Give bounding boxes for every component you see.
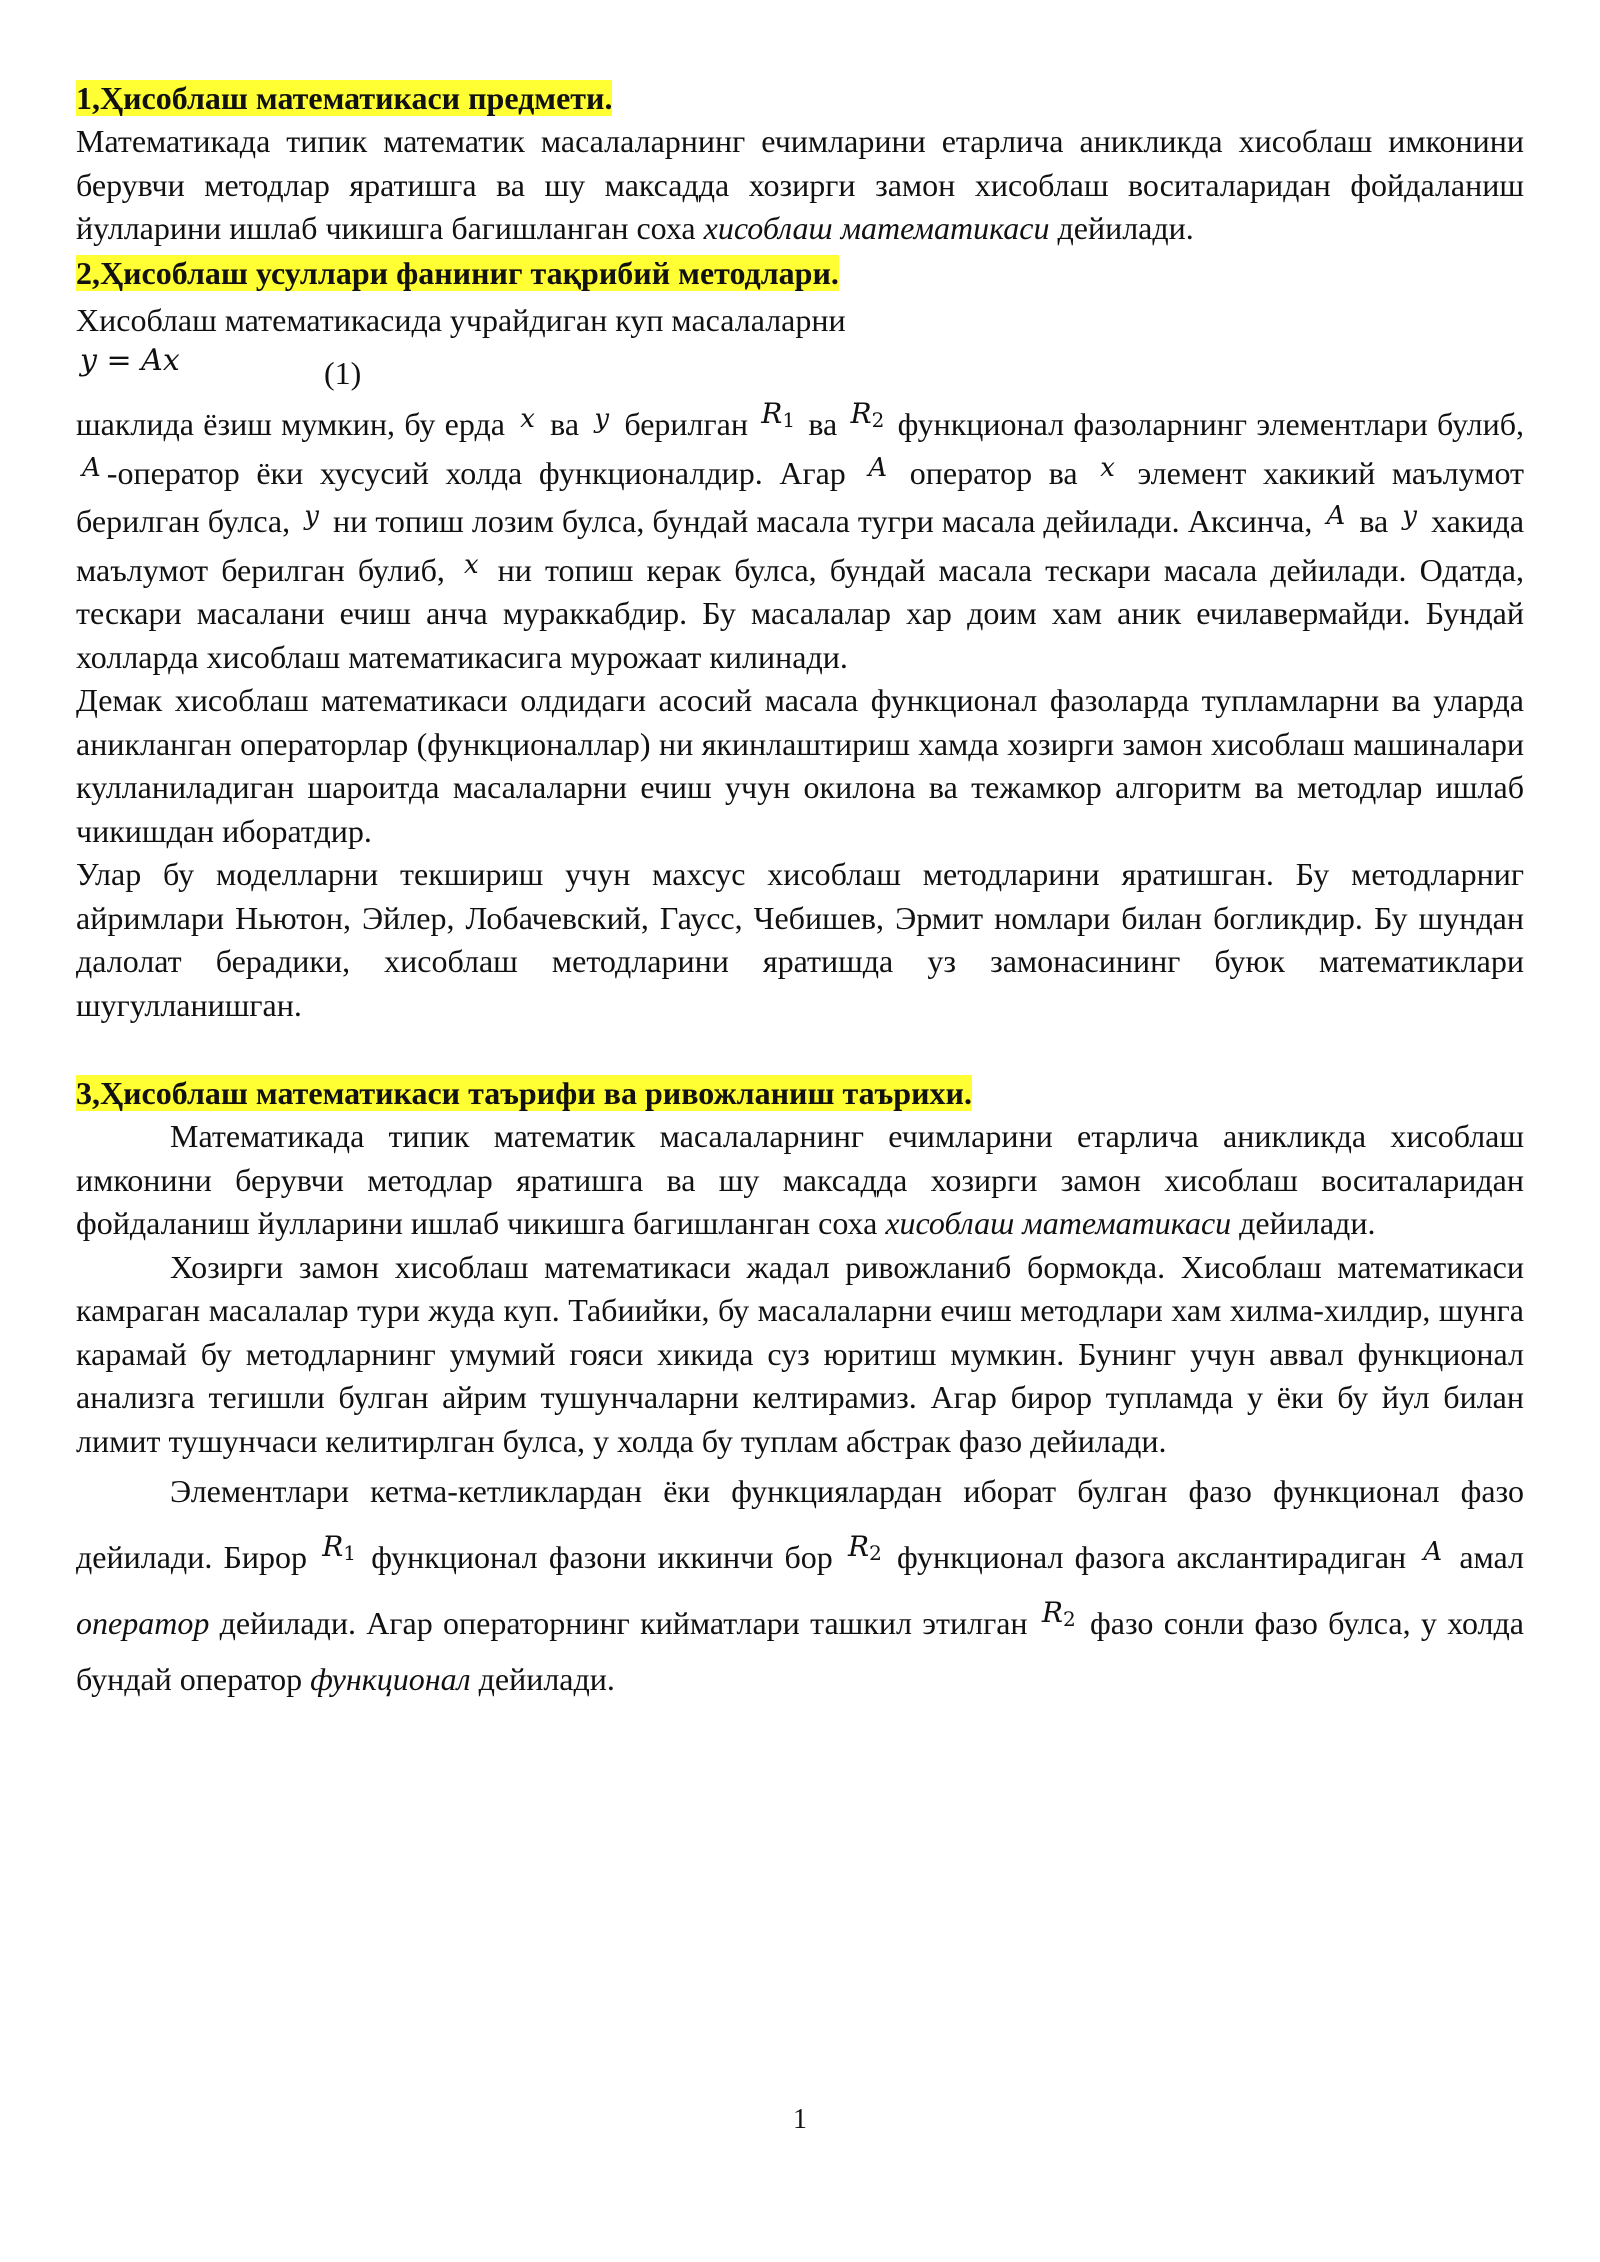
text-run: дейилади.: [470, 1661, 615, 1697]
formula: y = Ax: [80, 343, 180, 378]
section-gap: [76, 1027, 1524, 1071]
term-operator: оператор: [76, 1605, 210, 1641]
text-run: шаклида ёзиш мумкин, бу ерда: [76, 406, 515, 442]
math-r-letter: R: [1041, 1596, 1063, 1629]
section-1-heading: [76, 76, 1524, 120]
text-run: дейилади. Агар операторнинг кийматлари ташкил этилган: [209, 1605, 1038, 1641]
section-1-end: дейилади.: [1049, 210, 1194, 246]
math-y: y: [304, 501, 319, 531]
math-subscript: 1: [782, 408, 796, 432]
section-1-text: Математикада типик математик масалаларнинг ечимларини етарлича аникликда хисоблаш имконини берувчи методлар яратишга ва шу максадда хозирги замон хисоблаш воситаларидан фойдаланиш йулларини ишлаб чикишга багишланган соха: [76, 123, 1524, 246]
math-r-letter: R: [848, 1530, 870, 1563]
math-r2: [1038, 1596, 1080, 1629]
section-3-paragraph-definition: [76, 1115, 1524, 1246]
math-r-letter: R: [322, 1530, 344, 1563]
math-subscript: 2: [869, 1541, 882, 1565]
math-x: x: [520, 404, 535, 434]
math-r-letter: R: [761, 397, 783, 430]
page-number: 1: [793, 2104, 807, 2135]
math-subscript: 2: [1062, 1607, 1076, 1631]
text-run: ва: [540, 406, 589, 442]
math-x: x: [463, 549, 479, 580]
text-run: Математикада типик математик масалаларнинг ечимларини етарлича аникликда хисоблаш имконини берувчи методлар яратишга ва шу максадда хозирги замон хисоблаш воситаларидан фойдаланиш йулларини ишлаб чикишга багишланган соха: [76, 1118, 1524, 1241]
text-run: функционал фазога акслантирадиган: [885, 1539, 1418, 1575]
section-1-term: хисоблаш математикаси: [703, 210, 1050, 246]
formula-line: [76, 342, 1524, 392]
document-page: [76, 76, 1524, 1707]
section-3-paragraph-development: Хозирги замон хисоблаш математикаси жадал ривожланиб бормокда. Хисоблаш математикаси камраган масалалар тури жуда куп. Табиийки, бу масалаларни ечиш методлари хам хилма-хилдир, шунга карамай бу методларнинг умумий гояси хикида суз юритиш мумкин. Бунинг учун аввал функционал анализга тегишли булган айрим тушунчаларни келтирамиз. Агар бирор тупламда у ёки бу йул билан лимит тушунчаси келитирлган булса, у холда бу туплам абстрак фазо дейилади.: [76, 1248, 1524, 1459]
term-functional: функционал: [310, 1661, 471, 1697]
text-run: берилган: [615, 406, 758, 442]
section-2-heading: [76, 251, 1524, 295]
text-run: функционал фазоларнинг элементлари булиб,: [888, 406, 1525, 442]
section-3-heading: [76, 1071, 1524, 1115]
section-2-intro: Хисоблаш математикасида учрайдиган куп масалаларни: [76, 301, 846, 338]
section-2-paragraph-history: Улар бу моделларни текшириш учун махсус хисоблаш методларини яратишган. Бу методларниг айримлари Ньютон, Эйлер, Лобачевский, Гаусс, Чебишев, Эрмит номлари билан богликдир. Бу шундан далолат берадики, хисоблаш методларини яратишда уз замонасининг буюк математиклари шугулланишган.: [76, 856, 1524, 1023]
section-2-title: 2,Ҳисоблаш усуллари фаниниг тақрибий методлари.: [76, 254, 839, 291]
text-run: функционал фазони иккинчи бор: [360, 1539, 844, 1575]
text-run: ва: [799, 406, 847, 442]
math-r1: [757, 397, 799, 430]
formula-number: (1): [324, 355, 362, 391]
math-a: A: [868, 452, 888, 483]
math-y: y: [594, 404, 610, 434]
math-r1: [318, 1530, 360, 1563]
section-1-title: 1,Ҳисоблаш математикаси предмети.: [76, 80, 613, 116]
math-x: x: [1100, 452, 1115, 483]
text-run: ни топиш лозим булса, бундай масала тугри масала дейилади. Аксинча,: [324, 503, 1321, 539]
section-3-title: 3,Ҳисоблаш математикаси таърифи ва ривожланиш таърихи.: [76, 1075, 972, 1111]
math-r2: [847, 397, 889, 430]
math-subscript: 1: [343, 1541, 357, 1565]
math-a: A: [1423, 1537, 1443, 1567]
section-3-paragraph-operator: [76, 1463, 1524, 1707]
math-a: A: [1326, 501, 1346, 531]
math-y: y: [1402, 501, 1417, 531]
text-run: элемент хакикий маълумот берилган булса,: [76, 454, 1525, 539]
text-run: фазо сонли фазо булса, у холда бундай оператор: [76, 1605, 1525, 1697]
text-run: оператор ва: [893, 454, 1095, 491]
text-run: амал: [1448, 1539, 1525, 1575]
text-run: -оператор ёки хусусий холда функционалдир. Агар: [106, 454, 863, 491]
math-subscript: 2: [871, 408, 885, 432]
text-run: хакида маълумот берилган булиб,: [76, 503, 1525, 588]
text-run: дейилади.: [1231, 1205, 1376, 1241]
text-run: ва: [1351, 503, 1397, 539]
section-1-paragraph: [76, 120, 1524, 251]
section-2-paragraph-main: [76, 392, 1524, 679]
section-2-paragraph-tasks: Демак хисоблаш математикаси олдидаги асосий масала функционал фазоларда тупламларни ва уларда аникланган операторлар (функционаллар) ни якинлаштириш хамда хозирги замон хисоблаш машиналари кулланиладиган шароитда масалаларни ечиш учун окилона ва тежамкор алгоритм ва методлар ишлаб чикишдан иборатдир.: [76, 682, 1524, 849]
text-run: ни топиш керак булса, бундай масала тескари масала дейилади. Одатда, тескари масалани ечиш анча мураккабдир. Бу масалалар хар доим хам аник ечилавермайди. Бундай холларда хисоблаш математикасига мурожаат килинади.: [76, 551, 1525, 675]
text-run: Элементлари кетма-кетликлардан ёки функциялардан иборат булган фазо функционал фазо дейилади. Бирор: [76, 1473, 1524, 1575]
math-r2: [844, 1530, 886, 1563]
section-3-term: хисоблаш математикаси: [885, 1205, 1232, 1241]
math-a: A: [82, 452, 101, 483]
math-r-letter: R: [850, 397, 872, 430]
